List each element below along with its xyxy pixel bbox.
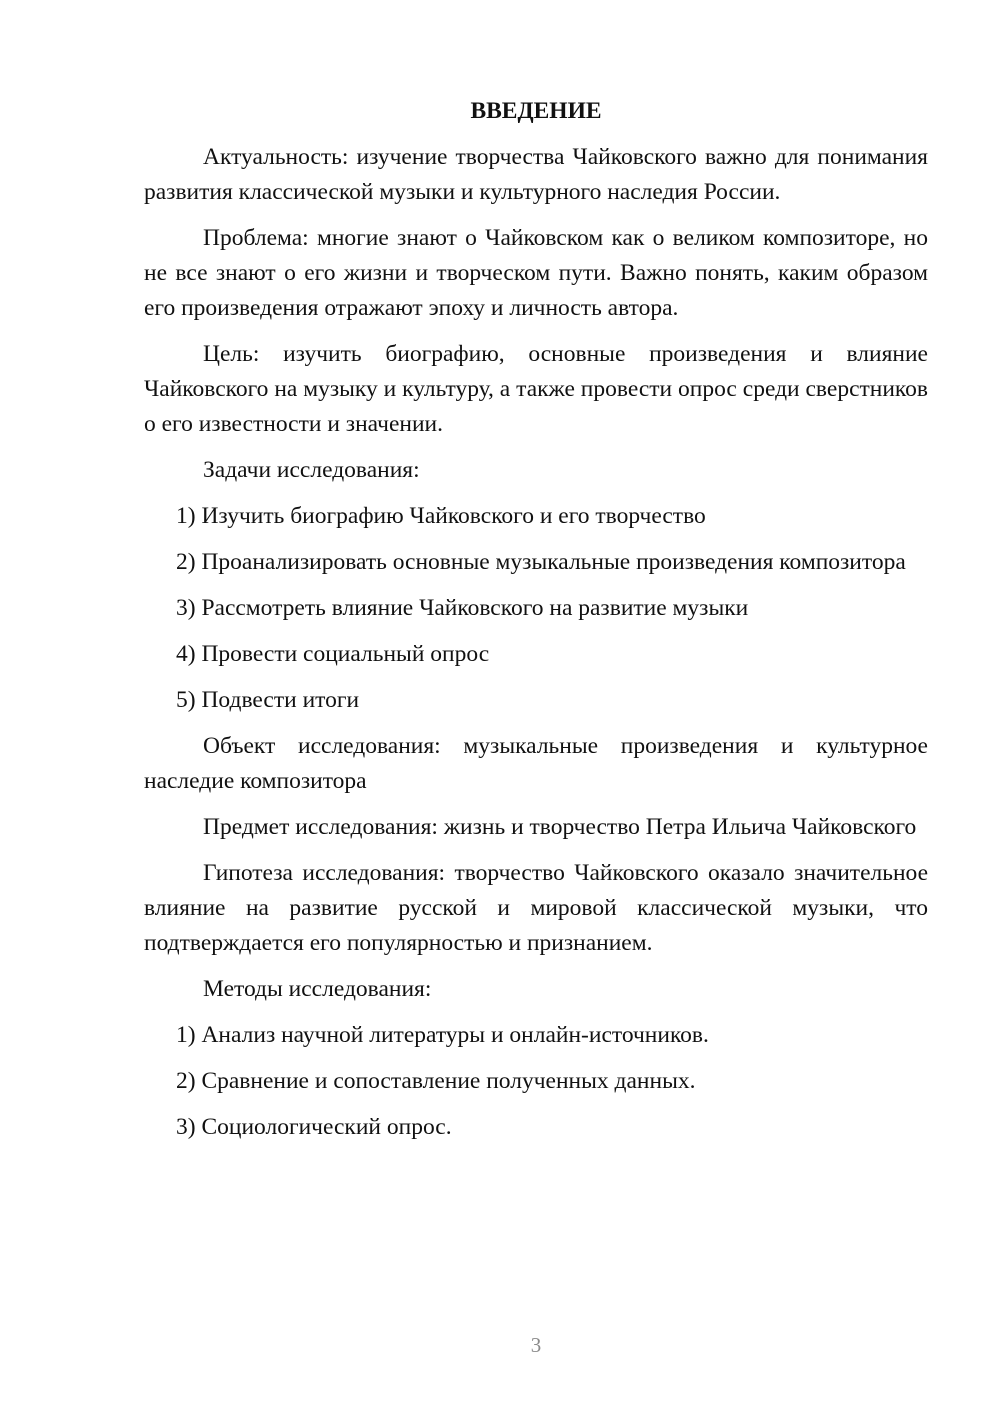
subject-paragraph: Предмет исследования: жизнь и творчество Петра Ильича Чайковского xyxy=(203,814,917,840)
task-item: 3) Рассмотреть влияние Чайковского на развитие музыки xyxy=(176,595,749,621)
page-content xyxy=(144,94,928,1156)
task-item: 5) Подвести итоги xyxy=(176,687,360,713)
task-item: 4) Провести социальный опрос xyxy=(176,641,490,667)
methods-heading: Методы исследования: xyxy=(203,976,432,1002)
goal-paragraph: Цель: изучить биографию, основные произведения и влияние Чайковского на музыку и культуру, а также провести опрос среди сверстников о его известности и значении. xyxy=(144,341,928,437)
method-item: 2) Сравнение и сопоставление полученных данных. xyxy=(176,1068,696,1094)
method-item: 1) Анализ научной литературы и онлайн-источников. xyxy=(176,1022,709,1048)
relevance-paragraph: Актуальность: изучение творчества Чайковского важно для понимания развития классической музыки и культурного наследия России. xyxy=(144,144,928,205)
object-paragraph: Объект исследования: музыкальные произведения и культурное наследие композитора xyxy=(144,733,928,794)
method-item: 3) Социологический опрос. xyxy=(176,1114,452,1140)
tasks-heading: Задачи исследования: xyxy=(203,457,420,483)
section-title: ВВЕДЕНИЕ xyxy=(470,98,602,124)
task-item: 1) Изучить биографию Чайковского и его творчество xyxy=(176,503,706,529)
hypothesis-paragraph: Гипотеза исследования: творчество Чайковского оказало значительное влияние на развитие русской и мировой классической музыки, что подтверждается его популярностью и признанием. xyxy=(144,860,928,956)
problem-paragraph: Проблема: многие знают о Чайковском как о великом композиторе, но не все знают о его жизни и творческом пути. Важно понять, каким образом его произведения отражают эпоху и личность автора. xyxy=(144,225,928,321)
task-item: 2) Проанализировать основные музыкальные произведения композитора xyxy=(176,549,906,575)
page-number: 3 xyxy=(530,1333,542,1357)
